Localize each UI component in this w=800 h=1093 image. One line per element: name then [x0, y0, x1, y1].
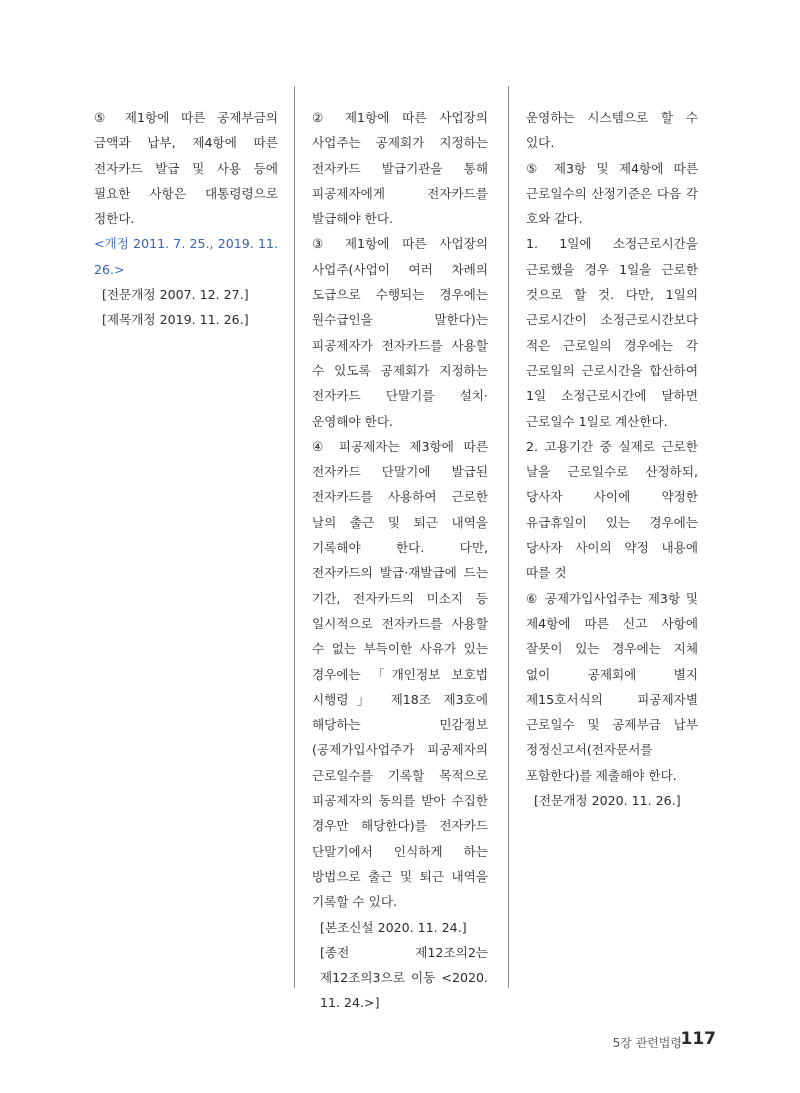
revision-note: [전문개정 2020. 11. 26.] [534, 793, 681, 809]
text-column-2 [312, 105, 488, 1016]
paragraph: 2. 고용기간 중 실제로 근로한 날을 근로일수로 산정하되, 당사자 사이에 약정한 유급휴일이 있는 경우에는 당사자 사이의 약정 내용에 따를 것 [526, 438, 698, 581]
paragraph: ③ 제1항에 따른 사업장의 사업주(사업이 여러 차례의 도급으로 수행되는 경우에는 원수급인을 말한다)는 피공제자가 전자카드를 사용할 수 있도록 공제회가 지정하는 전자카드 단말기를 설치·운영해야 한다. [312, 236, 488, 429]
paragraph: 운영하는 시스템으로 할 수 있다. [526, 110, 698, 151]
revision-note: [전문개정 2007. 12. 27.] [102, 287, 249, 303]
revision-note: [종전 제12조의2는 제12조의3으로 이동 <2020. 11. 24.>] [320, 944, 488, 1011]
column-divider [508, 86, 509, 988]
paragraph: ⑤ 제3항 및 제4항에 따른 근로일수의 산정기준은 다음 각 호와 같다. [526, 160, 698, 227]
paragraph: ② 제1항에 따른 사업장의 사업주는 공제회가 지정하는 전자카드 발급기관을 통해 피공제자에게 전자카드를 발급해야 한다. [312, 110, 488, 227]
amendment-note: <개정 2011. 7. 25., 2019. 11. 26.> [94, 236, 278, 277]
text-column-3 [526, 105, 698, 813]
paragraph: 1. 1일에 소정근로시간을 근로했을 경우 1일을 근로한 것으로 할 것. 다만, 1일의 근로시간이 소정근로시간보다 적은 근로일의 경우에는 각 근로일의 근로시간을 합산하여 1일 소정근로시간에 달하면 근로일수 1일로 계산한다. [526, 236, 698, 429]
revision-note: [본조신설 2020. 11. 24.] [320, 919, 467, 935]
page-number: 117 [680, 1029, 716, 1049]
paragraph: ⑥ 공제가입사업주는 제3항 및 제4항에 따른 신고 사항에 잘못이 있는 경우에는 지체 없이 공제회에 별지 제15호서식의 피공제자별 근로일수 및 공제부금 납부 정정신고서(전자문서를 포함한다)를 제출해야 한다. [526, 590, 698, 783]
column-divider [294, 86, 295, 988]
paragraph: ④ 피공제자는 제3항에 따른 전자카드 단말기에 발급된 전자카드를 사용하여 근로한 날의 출근 및 퇴근 내역을 기록해야 한다. 다만, 전자카드의 발급·재발급에 드는 기간, 전자카드의 미소지 등 일시적으로 전자카드를 사용할 수 없는 부득이한 사유가 있는 경우에는 「개인정보 보호법 시행령」 제18조 제3호에 해당하는 민감정보(공제가입사업주가 피공제자의 근로일수를 기록할 목적으로 피공제자의 동의를 받아 수집한 경우만 해당한다)를 전자카드 단말기에서 인식하게 하는 방법으로 출근 및 퇴근 내역을 기록할 수 있다. [312, 438, 488, 910]
paragraph: ⑤ 제1항에 따른 공제부금의 금액과 납부, 제4항에 따른 전자카드 발급 및 사용 등에 필요한 사항은 대통령령으로 정한다. [94, 110, 278, 227]
chapter-label: 5장 관련법령 [612, 1036, 682, 1050]
revision-note: [제목개정 2019. 11. 26.] [102, 312, 249, 328]
text-column-1 [94, 105, 278, 333]
